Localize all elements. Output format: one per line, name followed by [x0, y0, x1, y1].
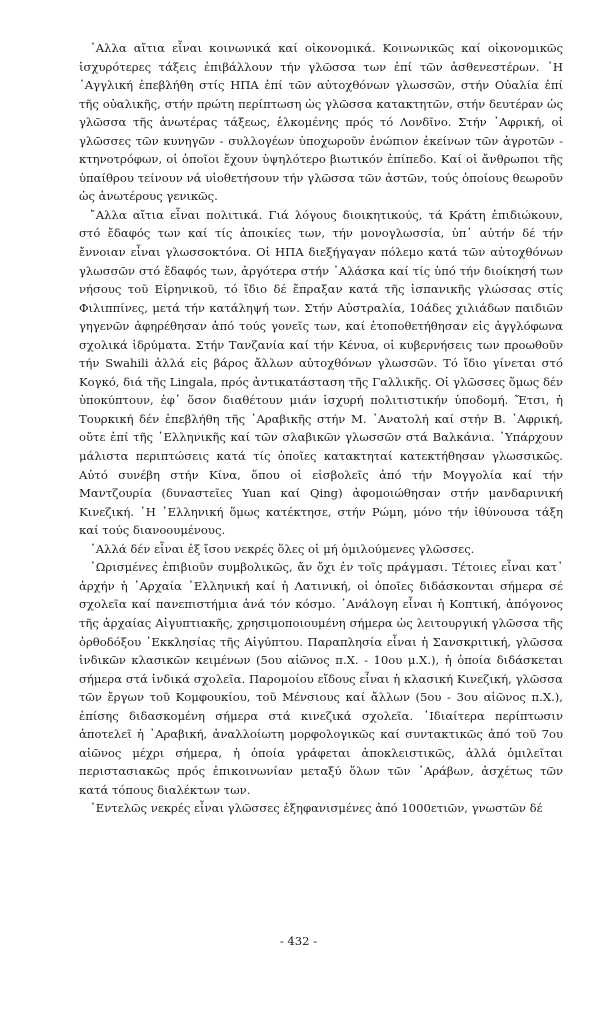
- paragraph: ῾Ωρισμένες ἐπιβιοῦν συμβολικῶς, ἄν ὄχι ἐν τοῖς πράγμασι. Τέτοιες εἶναι κατ᾿ ἀρχήν ἡ ᾿Αρχαία ῾Ελληνική καί ἡ Λατινική, οἱ ὁποῖες διδάσκονται σήμερα σέ σχολεῖα καί πανεπιστήμια ἀνά τόν κόσμο. ᾿Ανάλογη εἶναι ἡ Κοπτική, ἀπόγονος τῆς ἀρχαίας Αἰγυπτιακῆς, χρησιμοποιουμένη σήμερα ὡς λειτουργική γλῶσσα τῆς ὀρθοδόξου ᾿Εκκλησίας τῆς Αἰγύπτου. Παραπλησία εἶναι ἡ Σανσκριτική, γλῶσσα ἰνδικῶν κλασικῶν κειμένων (5ου αἰῶνος π.Χ. - 10ου μ.Χ.), ἡ ὁποία διδάσκεται σήμερα στά ἰνδικά σχολεῖα. Παρομοίου εἴδους εἶναι ἡ κλασική Κινεζική, γλῶσσα τῶν ἔργων τοῦ Κομφουκίου, τοῦ Μένσιους καί ἄλλων (5ου - 3ου αἰῶνος π.Χ.), ἐπίσης διδασκομένη σήμερα στά κινεζικά σχολεῖα. ᾿Ιδιαίτερα περίπτωσιν ἀποτελεῖ ἡ ᾿Αραβική, ἀναλλοίωτη μορφολογικῶς καί συντακτικῶς ἀπό τοῦ 7ου αἰῶνος μέχρι σήμερα, ἡ ὁποία γράφεται ἀποκλειστικῶς, ἀλλά ὁμιλεῖται περιστασιακῶς πρός ἐπικοινωνίαν μεταξύ ὅλων τῶν ᾿Αράβων, ἀσχέτως τῶν κατά τόπους διαλέκτων των.: [79, 560, 563, 797]
- page-number: - 432 -: [279, 934, 318, 948]
- paragraph: ᾿Αλλά δέν εἶναι ἐξ ἴσου νεκρές ὅλες οἱ μή ὁμιλούμενες γλῶσσες.: [90, 541, 475, 556]
- paragraph: ᾿Αλλα αἴτια εἶναι κοινωνικά καί οἰκονομικά. Κοινωνικῶς καί οἰκονομικῶς ἰσχυρότερες τάξεις ἐπιβάλλουν τήν γλῶσσα των ἐπί τῶν ἀσθενεστέρων. ῾Η ᾿Αγγλική ἐπεβλήθη στίς ΗΠΑ ἐπί τῶν αὐτοχθόνων γλωσσῶν, στήν Οὐαλία ἐπί τῆς οὐαλικῆς, στήν πρώτη περίπτωση ὡς γλῶσσα κατακτητῶν, στήν δευτέραν ὡς γλῶσσα τῆς ἀνωτέρας τάξεως, ἑλκομένης πρός τό Λονδῖνο. Στήν ᾿Αφρική, οἱ γλῶσσες τῶν κυνηγῶν - συλλογέων ὑποχωροῦν ἐνώπιον ἐκείνων τῶν ἀγροτῶν - κτηνοτρόφων, οἱ ὁποῖοι ἔχουν ὑψηλότερο βιωτικόν ἐπίπεδο. Καί οἱ ἄνθρωποι τῆς ὑπαίθρου τείνουν νά υἱοθετήσουν τήν γλῶσσα τῶν ἀστῶν, τούς ὁποίους θεωροῦν ὡς ἀνωτέρους γενικῶς.: [79, 41, 563, 204]
- body-text: [79, 39, 563, 818]
- paragraph: ῎Αλλα αἴτια εἶναι πολιτικά. Γιά λόγους διοικητικούς, τά Κράτη ἐπιδιώκουν, στό ἔδαφός των καί τίς ἀποικίες των, τήν μονογλωσσία, ὑπ᾿ αὐτήν δέ τήν ἔννοιαν εἶναι γλωσσοκτόνα. Οἱ ΗΠΑ διεξήγαγαν πόλεμο κατά τῶν αὐτοχθόνων γλωσσῶν στό ἔδαφός των, ἀργότερα στήν ᾿Αλάσκα καί τίς ὑπό τήν διοίκησή των νήσους τοῦ Εἰρηνικοῦ, τό ἴδιο δέ ἔπραξαν κατά τῆς ἱσπανικῆς γλώσσας στίς Φιλιππίνες, μετά τήν κατάληψή των. Στήν Αὐστραλία, 10άδες χιλιάδων παιδιῶν γηγενῶν ἀφηρέθησαν ἀπό τούς γονεῖς των, καί ἐτοποθετήθησαν εἰς ἀγγλόφωνα σχολικά ἱδρύματα. Στήν Τανζανία καί τήν Κένυα, οἱ κυβερνήσεις των προωθοῦν τήν Swahili ἀλλά εἰς βάρος ἄλλων αὐτοχθόνων γλωσσῶν. Τό ἴδιο γίνεται στό Κογκό, διά τῆς Lingala, πρός ἀντικατάσταση τῆς Γαλλικῆς. Οἱ γλῶσσες ὅμως δέν ὑποκύπτουν, ἐφ᾿ ὅσον διαθέτουν μιάν ἰσχυρή πολιτιστικήν ὑποδομή. Ἔτσι, ἡ Τουρκική δέν ἐπεβλήθη τῆς ᾿Αραβικῆς στήν Μ. ᾿Ανατολή καί στήν Β. ᾿Αφρική, οὔτε ἐπί τῆς ῾Ελληνικῆς καί τῶν σλαβικῶν γλωσσῶν στά Βαλκάνια. ῾Υπάρχουν μάλιστα περιπτώσεις κατά τίς ὁποῖες κατακτηταί κατεκτήθησαν γλωσσικῶς. Αὐτό συνέβη στήν Κίνα, ὅπου οἱ εἰσβολεῖς ἀπό τήν Μογγολία καί τήν Μαντζουρία (δυναστεῖες Yuan καί Qing) ἀφομοιώθησαν στήν μανδαρινική Κινεζική. ῾Η ῾Ελληνική ὅμως κατέκτησε, στήν Ρώμη, μόνο τήν ἰθύνουσα τάξη καί τούς διανοουμένους.: [79, 207, 563, 538]
- paragraph: ᾿Εντελῶς νεκρές εἶναι γλῶσσες ἐξηφανισμένες ἀπό 1000ετιῶν, γνωστῶν δέ: [90, 801, 543, 816]
